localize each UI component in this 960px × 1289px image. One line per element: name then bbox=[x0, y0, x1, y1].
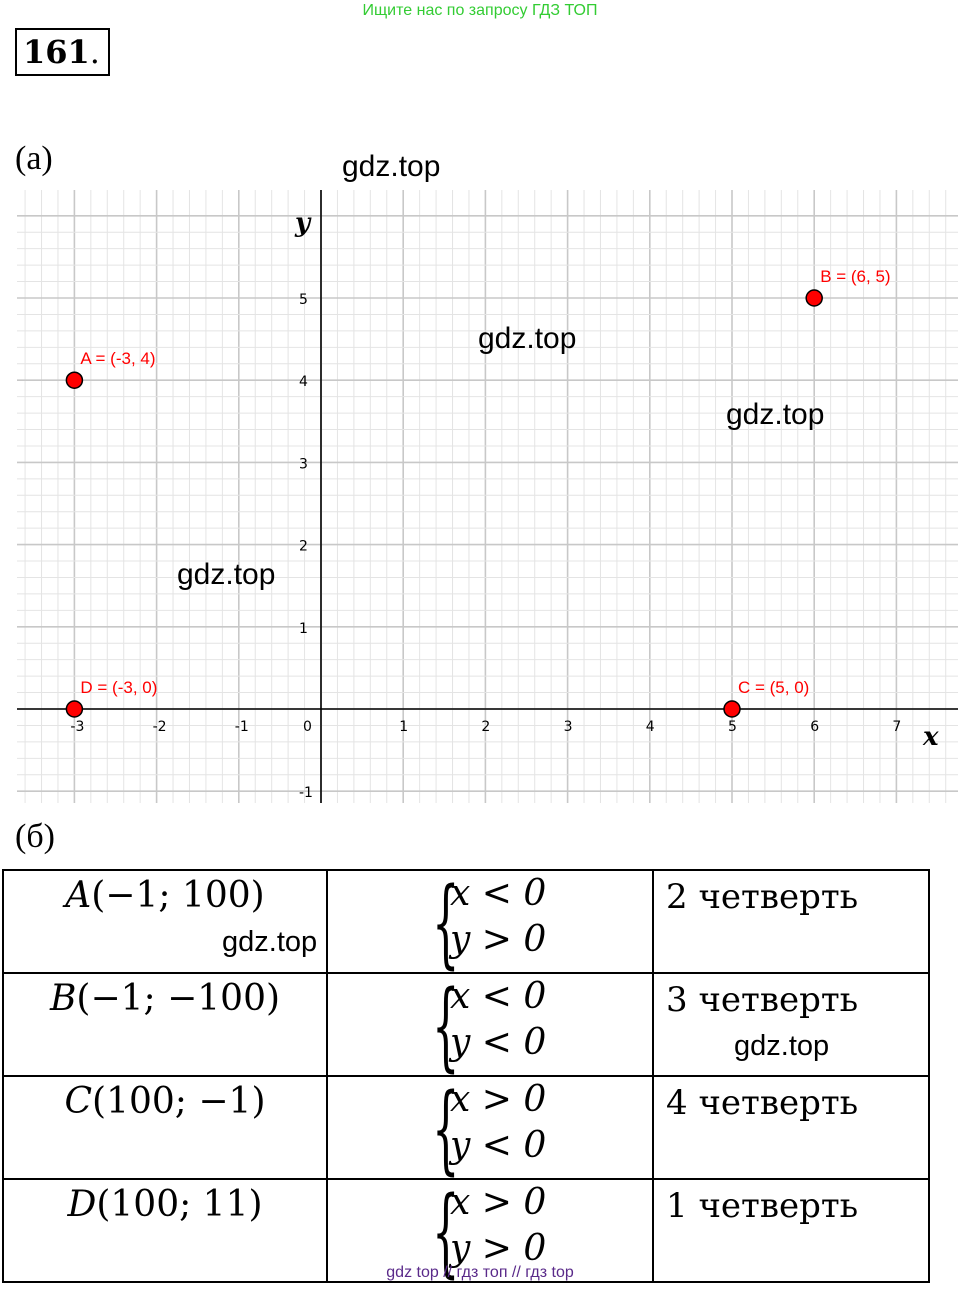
system-cell bbox=[327, 867, 653, 979]
system-brace: { bbox=[432, 867, 460, 979]
inequality-x: x < 0 bbox=[450, 873, 547, 914]
quarter-label: 1 четверть bbox=[666, 1186, 859, 1226]
system-brace: { bbox=[432, 970, 460, 1082]
inequality-x: x < 0 bbox=[450, 976, 547, 1017]
table-row bbox=[3, 1076, 929, 1179]
point-letter: C bbox=[64, 1081, 93, 1122]
quarter-label: 4 четверть bbox=[666, 1083, 859, 1123]
watermark: gdz.top bbox=[734, 1030, 830, 1062]
point-a-label: A = (-3, 4) bbox=[80, 349, 156, 369]
watermark: gdz.top bbox=[478, 322, 577, 355]
x-tick-label: 3 bbox=[563, 719, 573, 735]
inequality-y: y < 0 bbox=[450, 1022, 547, 1063]
x-tick-label: 0 bbox=[303, 719, 312, 735]
x-tick-label: 6 bbox=[810, 719, 820, 735]
point-coords: (100; 11) bbox=[96, 1184, 263, 1225]
watermark: gdz.top bbox=[177, 558, 276, 591]
quarter-cell bbox=[653, 1076, 929, 1179]
x-tick-label: 5 bbox=[728, 719, 737, 735]
system-cell bbox=[327, 1073, 653, 1185]
point-coords: (−1; 100) bbox=[91, 875, 265, 916]
quarter-label: 3 четверть bbox=[666, 980, 859, 1020]
system-brace: { bbox=[432, 1073, 460, 1185]
point-a-marker bbox=[66, 372, 82, 388]
y-tick-label: 1 bbox=[299, 620, 308, 637]
table-row bbox=[3, 870, 929, 973]
x-tick-label: -1 bbox=[234, 719, 249, 735]
point-c-label: C = (5, 0) bbox=[738, 678, 810, 697]
point-d-marker bbox=[66, 701, 82, 717]
y-tick-label: 4 bbox=[299, 374, 308, 391]
point-b-marker bbox=[806, 290, 822, 306]
point-d-label: D = (-3, 0) bbox=[80, 678, 158, 697]
y-tick-label: 3 bbox=[299, 456, 308, 473]
point-coords: (100; −1) bbox=[92, 1081, 266, 1122]
point-letter: A bbox=[65, 875, 92, 916]
point-b-label: B = (6, 5) bbox=[820, 267, 891, 286]
y-axis-label: y bbox=[295, 208, 311, 238]
inequality-y: y < 0 bbox=[450, 1125, 547, 1166]
problem-number: 161 bbox=[23, 33, 90, 71]
graph-grid bbox=[17, 190, 958, 803]
x-tick-label: 2 bbox=[481, 719, 491, 735]
point-letter: D bbox=[67, 1184, 97, 1225]
footer-text: gdz top // гдз топ // гдз top bbox=[386, 1264, 574, 1281]
system-brace: { bbox=[432, 1176, 460, 1288]
point-coords: (−1; −100) bbox=[76, 978, 281, 1019]
point-cell bbox=[3, 973, 327, 1076]
inequality-x: x > 0 bbox=[450, 1182, 547, 1223]
x-axis-label: x bbox=[923, 722, 939, 752]
problem-number-box bbox=[15, 28, 110, 76]
inequality-x: x > 0 bbox=[450, 1079, 547, 1120]
x-tick-label: 4 bbox=[645, 719, 655, 735]
y-tick-label: 5 bbox=[299, 292, 308, 308]
point-cell bbox=[3, 1076, 327, 1179]
inequality-y: y > 0 bbox=[450, 919, 547, 960]
watermark: gdz.top bbox=[726, 398, 825, 431]
quarter-cell bbox=[653, 870, 929, 973]
point-c-marker bbox=[724, 701, 740, 717]
part-a-label: (а) bbox=[15, 140, 53, 177]
quarter-label: 2 четверть bbox=[666, 877, 859, 917]
x-tick-label: -3 bbox=[70, 719, 85, 735]
y-tick-label: 2 bbox=[299, 538, 308, 555]
quadrant-table bbox=[2, 867, 930, 1288]
x-tick-label: 7 bbox=[892, 719, 902, 735]
part-b-label: (б) bbox=[15, 818, 55, 855]
watermark: gdz.top bbox=[222, 926, 318, 958]
point-letter: B bbox=[49, 978, 77, 1019]
search-banner: Ищите нас по запросу ГДЗ ТОП bbox=[362, 2, 598, 19]
coordinate-graph bbox=[15, 185, 960, 805]
inequality-y: y > 0 bbox=[450, 1228, 547, 1269]
x-tick-label: 1 bbox=[399, 719, 409, 735]
y-tick-label: -1 bbox=[299, 785, 313, 802]
x-tick-label: -2 bbox=[152, 719, 167, 735]
watermark: gdz.top bbox=[342, 150, 441, 183]
system-cell bbox=[327, 970, 653, 1082]
problem-number-dot: . bbox=[89, 33, 100, 71]
